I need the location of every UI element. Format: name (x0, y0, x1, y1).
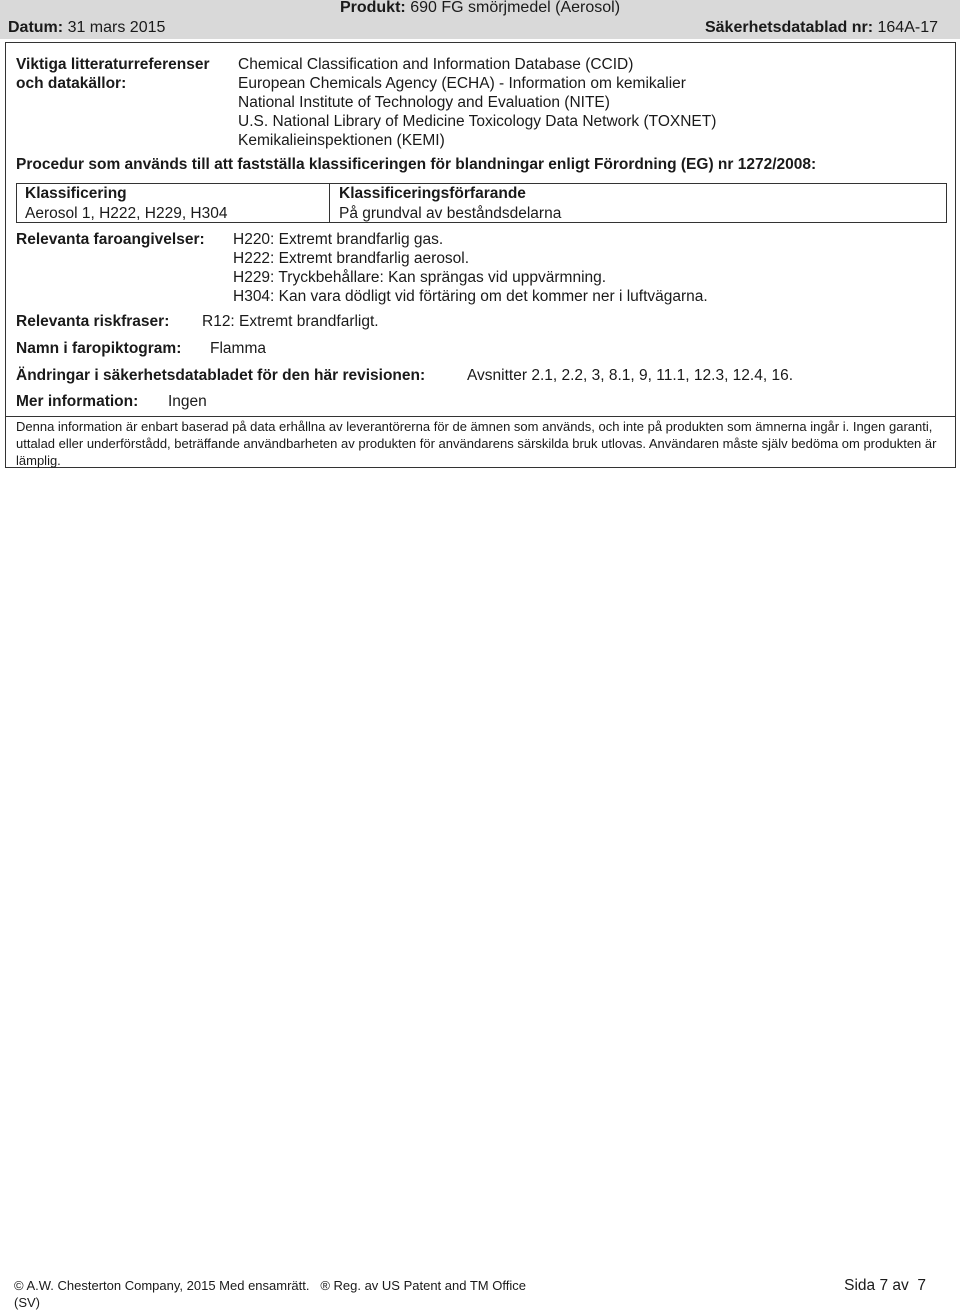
classification-header: Klassificering (25, 185, 127, 202)
classification-table (16, 183, 947, 223)
risk-phrases-value: R12: Extremt brandfarligt. (202, 313, 379, 330)
hazard-statement: H222: Extremt brandfarlig aerosol. (233, 250, 470, 267)
literature-source: National Institute of Technology and Evaluation (NITE) (238, 94, 610, 111)
table-divider (329, 184, 330, 222)
sds-label: Säkerhetsdatablad nr: (704, 19, 874, 36)
classification-procedure-value: På grundval av beståndsdelarna (339, 205, 562, 222)
literature-label: Viktiga litteraturreferenser och datakällor: (16, 56, 210, 92)
page-number: Sida 7 av 7 (844, 1277, 926, 1294)
hazard-statement: H304: Kan vara dödligt vid förtäring om det kommer ner i luftvägarna. (233, 288, 708, 305)
sds-number-header (705, 19, 938, 37)
date-label: Datum: (8, 19, 64, 36)
literature-source: Chemical Classification and Information Database (CCID) (238, 56, 634, 73)
product-name: 690 FG smörjmedel (Aerosol) (410, 0, 621, 16)
disclaimer-text: Denna information är enbart baserad på data erhållna av leverantörerna för de ämnen som används, och inte på produkten som ämnerna ingår i. Ingen garanti, uttalad eller underförstådd, beträffande användbarheten av produkten för användarens särskilda bruk utlovas. Användaren måste själv bedöma om produkten är lämplig. (16, 419, 937, 468)
literature-source: U.S. National Library of Medicine Toxicology Data Network (TOXNET) (238, 113, 717, 130)
product-label: Produkt: (339, 0, 406, 16)
hazard-statement: H220: Extremt brandfarlig gas. (233, 231, 444, 248)
pictogram-value: Flamma (210, 340, 266, 357)
date-header (8, 19, 165, 37)
literature-source: European Chemicals Agency (ECHA) - Information om kemikalier (238, 75, 686, 92)
revision-changes-value: Avsnitter 2.1, 2.2, 3, 8.1, 9, 11.1, 12.3, 12.4, 16. (467, 367, 794, 384)
hazard-statement: H229: Tryckbehållare: Kan sprängas vid uppvärmning. (233, 269, 607, 286)
risk-phrases-label: Relevanta riskfraser: (16, 313, 170, 330)
revision-changes-label: Ändringar i säkerhetsdatabladet för den här revisionen: (16, 367, 426, 384)
classification-procedure-header: Klassificeringsförfarande (339, 185, 526, 202)
literature-source: Kemikalieinspektionen (KEMI) (238, 132, 445, 149)
hazard-statements-list (233, 230, 708, 306)
date-value: 31 mars 2015 (67, 19, 166, 36)
classification-value: Aerosol 1, H222, H229, H304 (25, 205, 228, 222)
sds-value: 164A-17 (877, 19, 938, 36)
more-info-label: Mer information: (16, 393, 139, 410)
procedure-heading: Procedur som används till att fastställa klassificeringen för blandningar enligt Förordning (EG) nr 1272/2008: (16, 156, 817, 173)
hazard-statements-label: Relevanta faroangivelser: (16, 231, 205, 248)
more-info-value: Ingen (168, 393, 207, 410)
literature-sources (238, 55, 716, 150)
footer-copyright: © A.W. Chesterton Company, 2015 Med ensamrätt. ® Reg. av US Patent and TM Office (SV) (14, 1278, 526, 1310)
disclaimer-divider (5, 416, 956, 417)
pictogram-label: Namn i faropiktogram: (16, 340, 182, 357)
product-header (0, 0, 960, 17)
